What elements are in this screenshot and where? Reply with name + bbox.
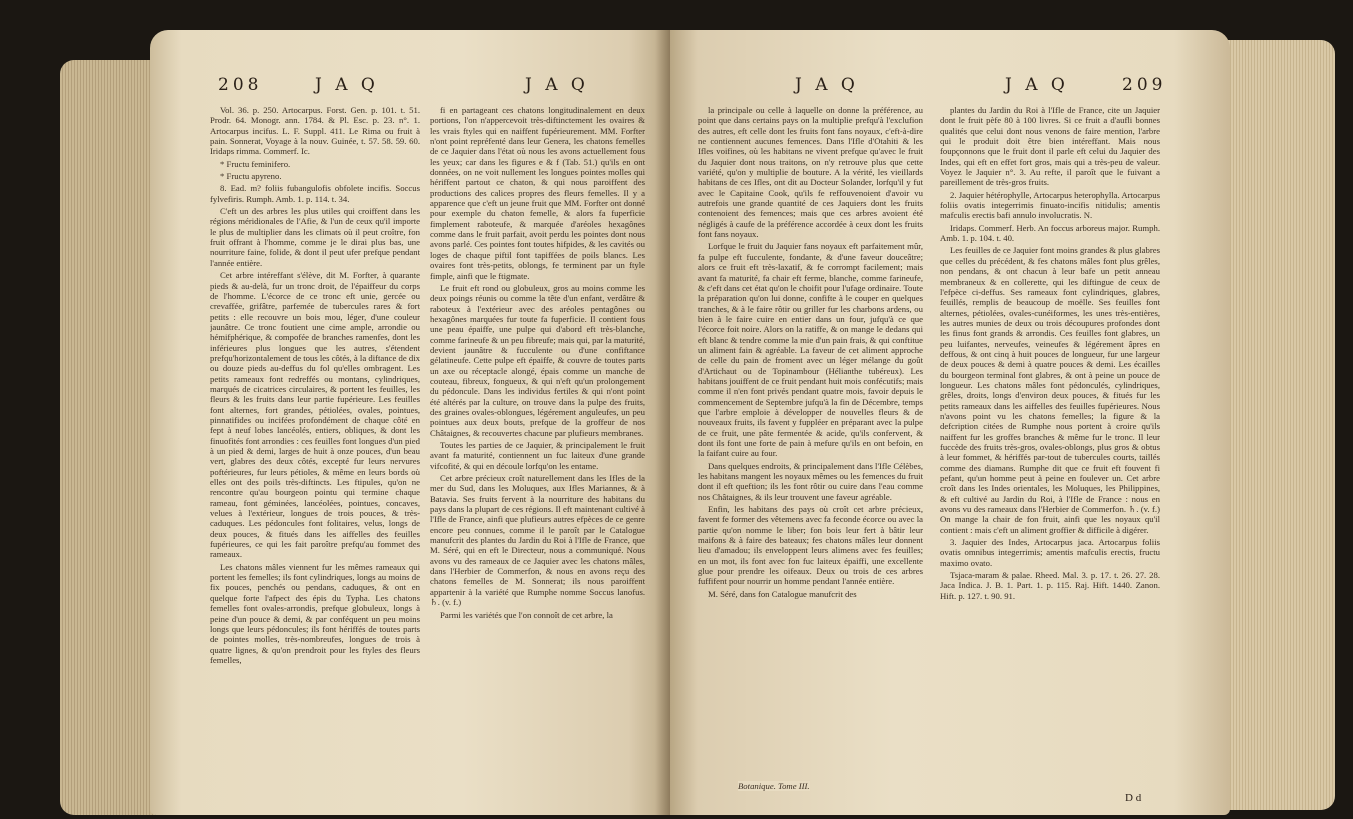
right-running-head-2: J A Q [1005,75,1069,95]
right-running-head-1: J A Q [795,75,859,95]
left-page-edges [60,60,155,815]
paragraph: * Fructu apyreno. [220,171,282,182]
paragraph: * Fructu feminifero. [220,158,291,169]
paragraph: Lorfque le fruit du Jaquier fans noyaux eft parfaitement mûr, fa pulpe eft fucculente, fondante, & d'une faveur douceâtre; alors ce fruit eft très-laxatif, & fe corrompt facilement; mais avant fa maturité, fa chair eft ferme, blanche, comme farineufe, & c'eft dans cet état qu'on le choifit pour l'ufage ordinaire. Toute la préparation qu'on lui donne, confifte à le couper en quelques tranches, & à le faire rôtir ou griller fur les charbons ardens, ou bien à le faire cuire en entier dans un four, jufqu'à ce que l'écorce foit noire. Alors on la ratiffe, & on mange le dedans qui eft blanc & tendre comme la mie d'un pain frais, & qui conftitue un aliment fain & agréable. La faveur de cet aliment approche de celle du pain de froment avec un léger mélange du goût d'Artichaut ou de Topinambour (Hélianthe tubéreux). Les habitans jouiffent de ce fruit pendant huit mois confécutifs; mais comme il n'en font privés pendant quatre mois, favoir depuis le commencement de Septembre jufqu'à la fin de Décembre, temps que l'arbre emploie à développer de nouvelles fleurs & de nouveaux fruits, ils favent y fuppléer en préparant avec la pulpe de ce fruit, une pâte fermentée & acide, qu'ils confervent, & dont ils font une forte de pain à mefure qu'ils en ont befoin, en la faifant cuire au four. [698,241,923,459]
paragraph: la principale ou celle à laquelle on donne la préférence, au point que dans certains pays on la multiplie prefqu'à l'exclufion des autres, eft celle dont les fruits font fans noyaux, c'eft-à-dire ne contiennent aucunes femences. Dans l'Ifle d'Otahiti & les Ifles voifines, où les habitans ne vivent prefque qu'avec le fruit du Jaquier dont nous traitons, on n'y retrouve plus que cette variété, qu'on y multiplie de bouture. A la vérité, les vieillards habitans de ces Ifles, ont dit au Docteur Solander, lorfqu'il y fut avec le Capitaine Cook, qu'ils fe reffouvenoient d'avoir vu autrefois une grande quantité de ces Jaquiers dont les fruits contenoient des femences; mais que ces arbres avoient été négligés à caufe de la préférence accordée à ceux dont les fruits font fans noyaux. [698,105,923,240]
paragraph: Le fruit eft rond ou globuleux, gros au moins comme les deux poings réunis ou comme la tête d'un enfant, verdâtre & raboteux à l'extérieur avec des aréoles pentagônes ou hexagônes marquées fur toute fa fuperficie. Il contient fous une peau épaiffe, une pulpe qui d'abord eft très-blanche, comme farineufe & un peu fibreufe; mais qui, par la maturité, devient jaunâtre & fucculente ou d'une confiftance gélatineufe. Cette pulpe eft épaiffe, & couvre de toutes parts un axe ou réceptacle alongé, épais comme un manche de couteau, fibreux, fongueux, & qui n'eft qu'un prolongement du pédoncule. Dans les individus fertiles & qui n'ont point été altérés par la culture, on trouve dans la pulpe des fruits, des graines ovales-oblongues, légérement anguleufes, un peu pointues aux deux bouts, prefque de la groffeur de nos Châtaignes, & recouvertes chacune par plufieurs membranes. [430,282,645,438]
paragraph: Les feuilles de ce Jaquier font moins grandes & plus glabres que celles du précédent, & fes chatons mâles font plus grêles, non pendans, & ont chacun à leur bafe un petit anneau membraneux & en collerette, qui les diftingue de ceux de l'efpèce ci-deffus. Ses rameaux font cylindriques, glabres, feuillés, remplis de beaucoup de moëlle. Ses feuilles font alternes, pétiolées, ovales-cunéiformes, les unes très-entières, les autres munies de deux ou trois découpures profondes dont les finus font grands & arrondis. Ces feuilles font glabres, un peu luifantes, nerveufes, veineufes & légérement âpres en deffous, & ont cinq à huit pouces de longueur, fur une largeur de deux pouces & demi à quatre pouces & demi. Les écailles du bourgeon terminal font glabres, & ont à peine un pouce de longueur. Les chatons mâles font pédonculés, cylindriques, grêles, droits, longs d'environ deux pouces, & fitués fur les petits rameaux dans les aiffelles des feuilles fupérieures. Nous n'avons point vu les chatons femelles; la figure & la defcription citées de Rumphe nous portent à croire qu'ils naiffent fur les groffes branches & même fur le tronc. Il leur fuccède des fruits très-gros, ovales-oblongs, plus gros & obtus à leur fommet, & hériffés par-tout de tubercules courts, taillés comme des diamans. Rumphe dit que ce fruit eft fouvent fi pefant, qu'un homme peut à peine en foulever un. Cet arbre croît dans les Indes orientales, les Moluques, les Philippines, & eft cultivé au Jardin du Roi, à l'Ifle de France : nous en avons vu des rameaux dans l'Herbier de Commerfon. ♄. (v. f.) On mange la chair de fon fruit, ainfi que les noyaux qu'il contient : mais c'eft un aliment groffier & difficile à digérer. [940,245,1160,535]
page-footer-note: Botanique. Tome III. [738,780,810,791]
paragraph: Tsjaca-maram & palae. Rheed. Mal. 3. p. 17. t. 26. 27. 28. Jaca Indica. J. B. 1. Part. 1. p. 115. Raj. Hift. 1440. Zanon. Hift. p. 127. t. 90. 91. [940,570,1160,601]
right-column-1 [698,105,923,795]
left-running-head-2: J A Q [525,75,589,95]
paragraph: Cet arbre intéreffant s'élève, dit M. Forfter, à quarante pieds & au-delà, fur un tronc droit, de l'épaiffeur du corps de l'homme. L'écorce de ce tronc eft unie, gercée ou crevaffée, grifâtre, parfemée de tubercules rares & fort petits : elle recouvre un bois mou, léger, d'une couleur jaunâtre. Ce tronc foutient une cime ample, arrondie ou hémifphérique, & compofée de branches ramenfes, dont les inférieures plus longues que les autres, s'étendent prefqu'horizontalement de tous les côtés, à la diftance de dix ou douze pieds au-deffus du fol qu'elles ombragent. Les petits rameaux font redreffés ou montans, cylindriques, marqués de cicatrices circulaires, & portent les feuilles, les fleurs & les fruits dans leur partie fupérieure. Les feuilles font alternes, fort grandes, pétiolées, ovales, pointues, pinnatifides ou incifées profondément de chaque côté en fept à neuf lobes lancéolés, entiers, obliques, & dont les finuofités font arrondies : ces feuilles font longues d'un pied à un pied & demi, larges de huit à onze pouces, d'un beau vert, glabres des deux côtés, excepté fur leurs nervures poftérieures, fur leurs pétioles, & même en leurs bords où elles ont des poils très-diftincts. Les ftipules, qu'on ne rencontre qu'au bourgeon pointu qui termine chaque rameau, font géminées, lancéolées, pointues, concaves, velues à l'extérieur, longues de trois pouces, & très-caduques. Les pédoncules font folitaires, velus, longs de deux pouces, & fitués dans les aiffelles des feuilles fupérieures, ce qui les fait paroître prefqu'au fommet des rameaux. [210,270,420,560]
left-page-number: 208 [218,75,263,95]
paragraph: 8. Ead. m? foliis fubangulofis obfolete incifis. Soccus fylvefiris. Rumph. Amb. 1. p. 114. t. 34. [210,183,420,204]
signature-mark: D d [1125,792,1142,804]
paragraph: Iridaps. Commerf. Herb. An foccus arboreus major. Rumph. Amb. 1. p. 104. t. 40. [940,222,1160,244]
right-column-2 [940,105,1160,795]
right-page-edges [1225,40,1335,810]
left-running-head-1: J A Q [315,75,379,95]
paragraph: plantes du Jardin du Roi à l'Ifle de France, cite un Jaquier dont le fruit pèfe 80 à 100 livres. Si ce fruit a d'aufli bonnes qualités que celui dont nous venons de faire mention, l'arbre qui le produit doit être bien intéreffant. Mais nous foupçonnons que le fruit dont il parle eft celui du Jaquier des Indes, qui eft en effet fort gros, mais qui a très-peu de valeur. Voyez le Jaquier n°. 3. Au refte, il paroît que le fuivant a pareillement de très-gros fruits. [940,105,1160,188]
paragraph: fi en partageant ces chatons longitudinalement en deux portions, l'on n'appercevoit très-diftinctement les ovaires & les vrais ftyles qui en naiffent fupérieurement. MM. Forfter n'ont point repréfenté dans leur Genera, les chatons femelles de ce Jaquier dans l'état où nous les avons actuellement fous les yeux; car dans les figures e & f (Tab. 51.) qu'ils en ont données, on ne voit nullement les longues pointes molles qui hériffent partout ce chaton, & qui nous paroiffent des productions des calices propres des fleurs femelles. Il y a apparence que c'eft un jeune fruit que MM. Forfter ont donné pour exemple du chaton femelle, & alors fa fuperficie fimplement raboteufe, & marquée d'aréoles hexagônes comme dans le fruit parfait, avoit perdu les pointes dont nous avons parlé. Ces pointes font toutes hifpides, & les cavités ou loges de chaque piftil font tapiffées de poils blancs. Les ovaires font très-petits, oblongs, fe terminent par un ftyle fimple, ainfi que le ftigmate. [430,105,645,281]
paragraph: Parmi les variétés que l'on connoît de cet arbre, la [440,609,613,620]
right-page [670,30,1230,815]
right-page-number: 209 [1122,75,1167,95]
paragraph: Toutes les parties de ce Jaquier, & principalement le fruit avant fa maturité, contiennent un fuc laiteux d'une grande vifcofité, & qui en découle lorfqu'on les entame. [430,440,645,471]
paragraph: Enfin, les habitans des pays où croît cet arbre précieux, favent fe former des vêtemens avec fa feconde écorce ou avec la partie qu'on nomme le liber; fon bois leur fert à bâtir leur maifons & à faire des bateaux; fes chatons mâles leur donnent lieu d'amadou; ils enveloppent leurs alimens avec fes feuilles; en un mot, ils font avec fon fuc laiteux épaiffi, une excellente glue pour prendre les oifeaux. Deux ou trois de ces arbres fuffifent pour nourrir un homme pendant l'année entière. [698,504,923,587]
paragraph: M. Séré, dans fon Catalogue manufcrit des [708,588,857,599]
left-column-2 [430,105,645,795]
left-column-1 [210,105,420,795]
paragraph: Vol. 36. p. 250. Artocarpus. Forst. Gen. p. 101. t. 51. Prodr. 64. Monogr. ann. 1784. & Pl. Esc. p. 23. n°. 1. Artocarpus incifus. L. F. Suppl. 411. Le Rima ou fruit à pain. Sonnerat, Voyage à la nouv. Guinée, t. 57. 58. 59. 60. Iridaps rimma. Commerf. Ic. [210,105,420,157]
paragraph: 2. Jaquier hétérophylle, Artocarpus heterophylla. Artocarpus foliis ovatis integerrimis finuato-incifis nitidulis; amentis mafculis erectis bafi annulo involucratis. N. [940,189,1160,221]
paragraph: Dans quelques endroits, & principalement dans l'Ifle Célèbes, les habitans mangent les noyaux mêmes ou les femences du fruit dont il eft queftion; ils les font rôtir ou cuire dans l'eau comme nos Châtaignes, & ils leur trouvent une faveur agréable. [698,460,923,502]
left-page [150,30,670,815]
paragraph: C'eft un des arbres les plus utiles qui croiffent dans les régions méridionales de l'Afie, & l'un de ceux qu'il importe le plus de multiplier dans les climats où il peut croître, fon fruit offrant à l'homme, comme je le dirai plus bas, une nourriture faine, folide, & dont il peut ufer prefque pendant l'année entière. [210,206,420,268]
paragraph: 3. Jaquier des Indes, Artocarpus jaca. Artocarpus foliis ovatis omnibus integerrimis; amentis mafculis erectis, fructu maximo ovato. [940,537,1160,568]
paragraph: Les chatons mâles viennent fur les mêmes rameaux qui portent les femelles; ils font cylindriques, longs au moins de fix pouces, penchés ou pendans, caduques, & ont en quelque forte l'afpect des épis du Typha. Les chatons femelles font ovales-arrondis, prefque globuleux, longs à peine d'un pouce & demi, & par conféquent un peu moins longs que leurs pédoncules; ils font hériffés de toutes parts de pointes molles, très-nombreufes, longues de trois à quatre lignes, & qu'on prendroit pour les ftyles des fleurs femelles, [210,561,420,665]
paragraph: Cet arbre précieux croît naturellement dans les Ifles de la mer du Sud, dans les Moluques, aux Ifles Mariannes, & à Batavia. Ses fruits fervent à la nourriture des habitans du pays dans la plupart de ces régions. Il eft maintenant cultivé à l'Ifle de France, ainfi que plufieurs autres efpèces de ce genre encore peu connues, comme il le paroît par le Catalogue manufcrit des plantes du Jardin du Roi à l'Ifle de France, que M. Séré, qui en eft le Directeur, nous a communiqué. Nous avons vu des rameaux de ce Jaquier avec les chatons mâles, dans l'Herbier de Commerfon, & nous en avons reçu des chatons femelles de M. Sonnerat; ils nous paroiffent appartenir à la variété que Rumphe nomme Soccus lanofus. ♄. (v. f.) [430,473,645,608]
